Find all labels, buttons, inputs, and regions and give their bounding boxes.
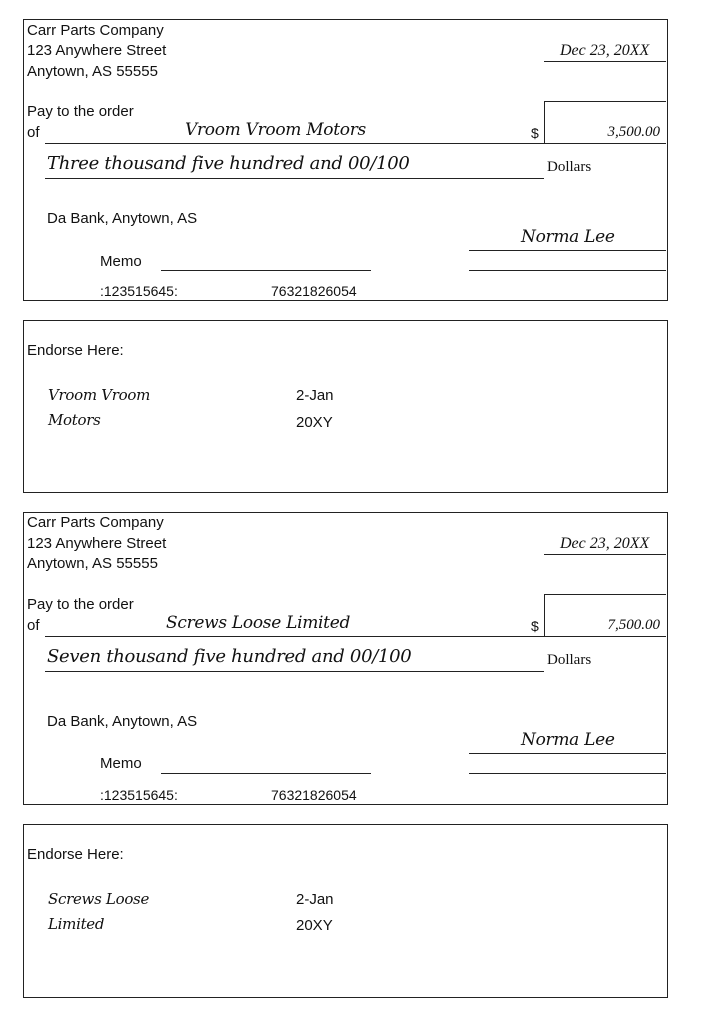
check-1-amount-words: Three thousand five hundred and 00/100 <box>47 153 410 174</box>
endorsement-2-date-year: 20XY <box>296 917 333 934</box>
endorsement-1-label: Endorse Here: <box>27 342 124 359</box>
check-2-amount-box-top <box>544 594 666 595</box>
check-1-address-line-2: Anytown, AS 55555 <box>27 63 158 80</box>
check-1-pay-to-label: Pay to the order <box>27 103 134 120</box>
check-1-dollar-sign: $ <box>531 125 539 141</box>
check-2-signature-line-2 <box>469 773 666 774</box>
check-1-memo-line <box>161 270 371 271</box>
check-2-amount-box-bottom <box>544 636 666 637</box>
check-1-amount-words-line <box>45 178 544 179</box>
check-1-memo-label: Memo <box>100 253 142 270</box>
endorsement-1-signature-line-2: Motors <box>48 411 101 429</box>
check-2-payee-line <box>45 636 544 637</box>
check-2-amount-box-left <box>544 594 545 637</box>
endorsement-1-date-year: 20XY <box>296 414 333 431</box>
endorsement-2-label: Endorse Here: <box>27 846 124 863</box>
endorsement-1-date-day: 2-Jan <box>296 387 334 404</box>
check-2-amount: 7,500.00 <box>607 617 660 633</box>
endorsement-2-signature-line-1: Screws Loose <box>48 890 150 908</box>
check-1-date: Dec 23, 20XX <box>560 42 650 59</box>
check-1-signature-line-2 <box>469 270 666 271</box>
check-1-account-number: 76321826054 <box>271 283 357 299</box>
check-1-date-line <box>544 61 666 62</box>
check-2-pay-to-label: Pay to the order <box>27 596 134 613</box>
check-1-amount-box-left <box>544 101 545 144</box>
check-2-memo-label: Memo <box>100 755 142 772</box>
check-2-amount-words-line <box>45 671 544 672</box>
check-2-address-line-1: 123 Anywhere Street <box>27 535 167 552</box>
check-2-routing-number: :123515645: <box>100 787 178 803</box>
check-1-amount-box-top <box>544 101 666 102</box>
check-1-company: Carr Parts Company <box>27 22 164 39</box>
check-2-date-line <box>544 554 666 555</box>
endorsement-2-date-day: 2-Jan <box>296 891 334 908</box>
check-2-dollar-sign: $ <box>531 618 539 634</box>
check-2-signature-line <box>469 753 666 754</box>
check-2-account-number: 76321826054 <box>271 787 357 803</box>
check-2-bank: Da Bank, Anytown, AS <box>47 713 198 730</box>
check-2-signature: Norma Lee <box>521 730 615 750</box>
check-1-payee: Vroom Vroom Motors <box>185 120 366 140</box>
check-1-signature-line <box>469 250 666 251</box>
endorsement-1-signature-line-1: Vroom Vroom <box>48 386 151 404</box>
check-2-payee: Screws Loose Limited <box>166 613 351 633</box>
check-1-bank: Da Bank, Anytown, AS <box>47 210 198 227</box>
check-2-dollars-label: Dollars <box>547 652 592 668</box>
check-1-signature: Norma Lee <box>521 227 615 247</box>
check-1-address-line-1: 123 Anywhere Street <box>27 42 167 59</box>
check-2-pay-to-of-label: of <box>27 617 40 634</box>
check-1-pay-to-of-label: of <box>27 124 40 141</box>
check-1-routing-number: :123515645: <box>100 283 178 299</box>
check-1-amount-box-bottom <box>544 143 666 144</box>
check-2-company: Carr Parts Company <box>27 514 164 531</box>
check-2-memo-line <box>161 773 371 774</box>
check-1-dollars-label: Dollars <box>547 159 592 175</box>
endorsement-2-signature-line-2: Limited <box>48 915 105 933</box>
check-1-amount: 3,500.00 <box>607 124 660 140</box>
check-2-address-line-2: Anytown, AS 55555 <box>27 555 158 572</box>
check-2-date: Dec 23, 20XX <box>560 535 650 552</box>
check-2-amount-words: Seven thousand five hundred and 00/100 <box>47 646 412 667</box>
check-1-payee-line <box>45 143 544 144</box>
